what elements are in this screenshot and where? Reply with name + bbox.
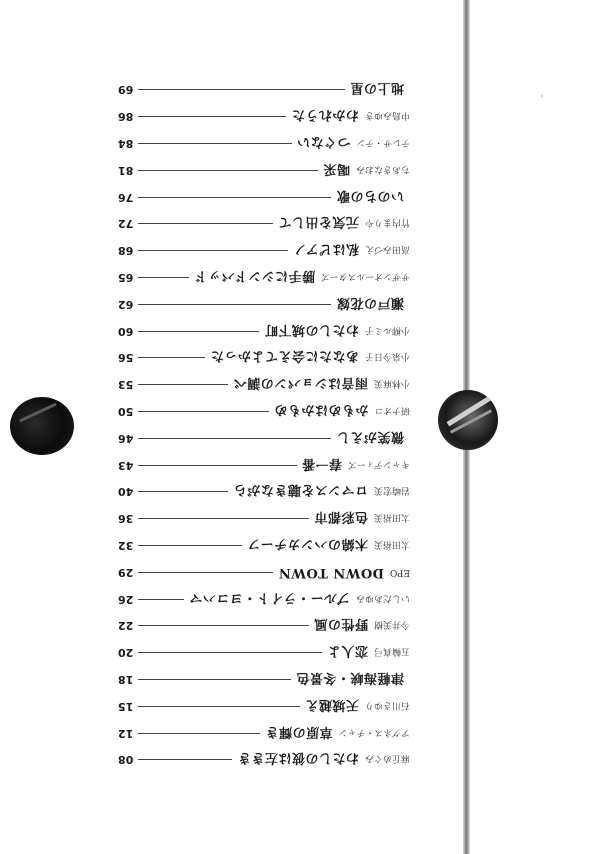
toc-entry [118,455,410,475]
toc-entry [118,321,410,341]
toc-entry-title: 春一番 [301,455,343,471]
toc-entry-artist: 小柳ルミ子 [364,324,410,335]
toc-entry-title: あなたに会えてよかった [210,348,359,364]
toc-leader-line [138,170,318,171]
toc-leader-line [138,572,273,573]
toc-entry-artist: ちあきなおみ [355,163,410,174]
toc-leader-line [138,116,286,117]
toc-entry-artist: 太田裕美 [373,512,410,523]
toc-entry-page-number: 86 [118,110,134,124]
toc-entry-page-number: 29 [118,565,134,579]
toc-entry-artist: 研ナオコ [374,405,410,416]
toc-entry-title: 津軽海峡・冬景色 [295,670,404,686]
toc-entry-title: ロマンスを聴きながら [233,482,368,498]
toc-entry [118,670,410,690]
toc-leader-line [138,679,291,680]
toc-leader-line [138,224,273,225]
toc-entry [118,107,410,127]
toc-entry-page-number: 84 [118,137,134,151]
toc-entry-artist: テレサ・テン [356,137,410,148]
toc-leader-line [138,384,228,385]
toc-entry [118,750,410,770]
toc-entry [118,241,410,261]
toc-entry-page-number: 15 [118,699,134,713]
toc-leader-line [138,358,205,359]
toc-entry [118,723,410,743]
toc-entry-artist: いしだあゆみ [355,592,410,603]
toc-leader-line [138,492,228,493]
toc-leader-line [138,438,331,439]
toc-entry-artist: サザンオールスターズ [321,271,410,282]
toc-entry [118,643,410,663]
toc-entry [118,80,410,100]
toc-leader-line [138,90,345,91]
toc-entry-page-number: 43 [118,458,134,472]
toc-entry [118,214,410,234]
toc-entry-artist: 小林麻美 [373,378,410,389]
toc-entry [118,348,410,368]
toc-entry-artist: 麻丘めぐみ [364,753,410,764]
toc-entry-title: 瀬戸の花嫁 [336,294,404,310]
toc-entry-artist: 竹内まりや [364,217,410,228]
toc-leader-line [138,277,189,278]
toc-entry-artist: 今井美樹 [373,619,410,630]
toc-leader-line [138,733,260,734]
toc-leader-line [138,304,331,305]
toc-entry-title: 私はピアノ [292,241,360,257]
toc-entry [118,616,410,636]
toc-leader-line [138,143,291,144]
toc-entry-artist: アグネス・チャン [338,726,410,737]
toc-entry-page-number: 68 [118,244,134,258]
toc-entry-title: いのちの歌 [336,187,404,203]
toc-entry-title: 恋人よ [327,643,368,659]
toc-entry-page-number: 69 [118,83,134,97]
toc-entry-artist: 中島みゆき [364,110,410,121]
toc-entry-title: 色彩都市 [313,509,368,525]
toc-entry-page-number: 26 [118,592,134,606]
toc-leader-line [138,197,331,198]
toc-entry-title: わかれうた [291,107,359,123]
toc-entry-title: DOWN TOWN [278,564,384,580]
toc-entry-title: 勝手にシンドバッド [194,268,316,284]
toc-leader-line [138,706,300,707]
toc-entry-page-number: 12 [118,726,134,740]
toc-entry-title: かもめはかもめ [274,402,369,418]
toc-entry [118,696,410,716]
toc-entry-artist: EPO [389,567,410,578]
toc-leader-line [138,760,232,761]
toc-entry-artist: キャンディーズ [348,458,410,469]
toc-entry-title: 草原の輝き [265,723,333,739]
toc-leader-line [138,331,259,332]
toc-entry [118,428,410,448]
toc-leader-line [138,626,309,627]
toc-entry-page-number: 76 [118,190,134,204]
toc-entry-page-number: 56 [118,351,134,365]
toc-entry-title: 天城越え [304,696,359,712]
toc-entry [118,187,410,207]
toc-entry-page-number: 50 [118,405,134,419]
toc-entry-page-number: 20 [118,646,134,660]
toc-entry-page-number: 08 [118,753,134,767]
toc-entry-artist: 高田みづえ [365,244,410,255]
toc-entry [118,268,410,288]
toc-entry-page-number: 81 [118,163,134,177]
toc-entry-artist: 五輪真弓 [373,646,410,657]
toc-entry-page-number: 60 [118,324,134,338]
toc-leader-line [138,518,309,519]
toc-entry-page-number: 62 [118,297,134,311]
toc-entry-page-number: 65 [118,271,134,285]
toc-entry-page-number: 53 [118,378,134,392]
toc-entry-artist: 石川さゆり [364,699,410,710]
toc-entry-page-number: 40 [118,485,134,499]
toc-leader-line [138,411,269,412]
toc-leader-line [138,465,296,466]
toc-entry [118,509,410,529]
toc-entry [118,482,410,502]
toc-leader-line [138,599,184,600]
toc-entry [118,402,410,422]
toc-entry [118,294,410,314]
toc-entry-page-number: 32 [118,539,134,553]
toc-entry-title: ブルー・ライト・ヨコハマ [188,589,350,605]
toc-entry-title: わたしの城下町 [264,321,359,337]
toc-entry [118,562,410,582]
toc-entry-page-number: 36 [118,512,134,526]
toc-entry-artist: 岩崎宏美 [373,485,410,496]
toc-entry-title: 微笑がえし [336,428,404,444]
toc-entry-title: 元気を出して [277,214,359,230]
toc-entry [118,375,410,395]
toc-entry-title: 地上の星 [349,80,404,96]
toc-leader-line [138,652,322,653]
toc-entry-page-number: 22 [118,619,134,633]
toc-leader-line [138,250,287,251]
toc-entry-page-number: 46 [118,431,134,445]
toc-entry-title: 野性の風 [313,616,368,632]
toc-entry-title: つぐない [296,134,351,150]
toc-entry [118,589,410,609]
toc-entry [118,536,410,556]
toc-entry-page-number: 72 [118,217,134,231]
toc-entry-title: 雨音はショパンの調べ [233,375,368,391]
toc-entry-page-number: 18 [118,673,134,687]
toc-leader-line [138,545,242,546]
toc-entry [118,160,410,180]
toc-entry-title: 木綿のハンカチーフ [247,536,368,552]
toc-entry-artist: 太田裕美 [373,539,410,550]
toc-entry-artist: 小泉今日子 [364,351,410,362]
toc-entry-title: 喝采 [322,160,350,176]
toc-entry-title: わたしの彼は左きき [237,750,359,766]
toc-entry [118,134,410,154]
